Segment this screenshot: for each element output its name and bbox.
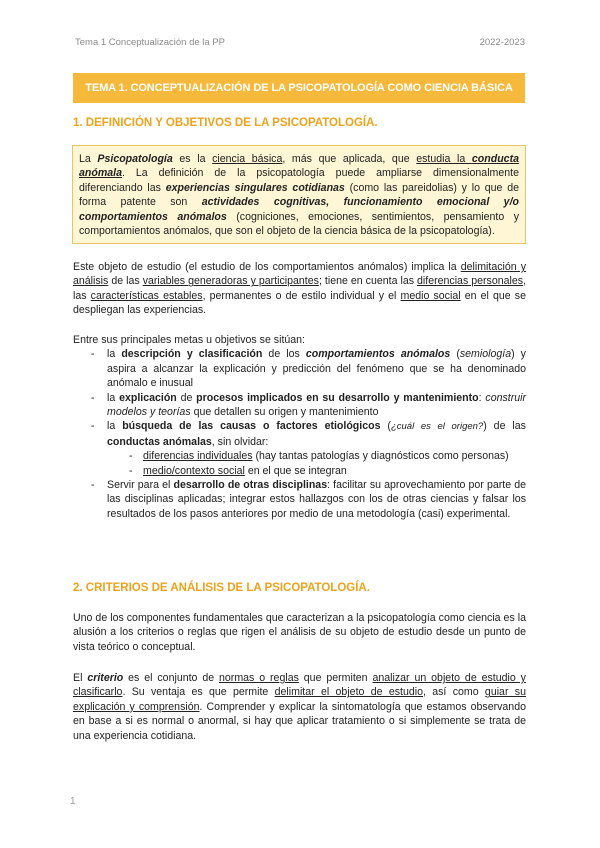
text-underlined: delimitación y análisis [73, 261, 526, 288]
list-item [73, 449, 526, 463]
header-right: 2022-2023 [479, 37, 525, 48]
text-bold-italic: comportamientos anómalos [305, 348, 451, 361]
text-underlined: diferencias individuales [143, 450, 253, 463]
text: , sin olvidar: [211, 435, 269, 448]
text: ) y aspira a alcanzar la explicación y predicción del fenómeno que se ha denominado anómalo e inusual [107, 348, 526, 390]
text-bold: descripción y clasificación [121, 348, 263, 361]
text: Este objeto de estudio (el estudio de los comportamientos anómalos) implica la [73, 261, 461, 273]
text: ; tiene en cuenta las [318, 275, 418, 288]
text-italic: ¿cuál es el origen? [390, 421, 484, 433]
page-number: 1 [70, 796, 76, 807]
text: la [107, 420, 123, 433]
term-ciencia-basica: ciencia básica [212, 153, 283, 165]
text: ( [380, 420, 391, 433]
text: que detallen su origen y mantenimiento [190, 406, 379, 419]
text: de [176, 391, 197, 404]
list-item [73, 464, 526, 478]
list-item [73, 391, 526, 420]
text: en el que se despliegan las experiencias. [73, 289, 526, 317]
goals-list [73, 347, 526, 521]
text: la [107, 391, 120, 404]
term-actividades: actividades cognitivas, funcionamiento emocional y/o comportamientos anómalos [79, 196, 519, 223]
header-left: Tema 1 Conceptualización de la PP [75, 37, 225, 48]
text: (como las pareidolias) y lo que de forma patente son [79, 181, 520, 209]
text-italic: construir modelos y teorías [107, 391, 527, 419]
text: . La definición de la psicopatología puede ampliarse dimensionalmente diferenciando las [79, 167, 519, 194]
text: Servir para el [107, 479, 174, 492]
text: ( [450, 348, 460, 361]
text-bold: búsqueda de las causas o factores etiológicos [122, 420, 381, 433]
text: El [73, 672, 88, 684]
text-underlined: delimitar el objeto de estudio [274, 686, 423, 699]
text-underlined: diferencias personales [417, 275, 524, 288]
paragraph-criteria-intro: Uno de los componentes fundamentales que caracterizan a la psicopatología como ciencia es la alusión a los criterios o reglas que rigen el análisis de su objeto de estudio desde un punto de vista teórico o conceptual. [73, 612, 526, 653]
text-underlined: variables generadoras y participantes [142, 275, 319, 288]
text-underlined: características estables [90, 289, 203, 302]
text: . Su ventaja es que permite [122, 686, 275, 699]
section-1-heading: 1. DEFINICIÓN Y OBJETIVOS DE LA PSICOPATOLOGÍA. [73, 117, 378, 129]
term-criterio: criterio [87, 672, 124, 684]
text-underlined: medio/contexto social [143, 464, 245, 477]
text-underlined: normas o reglas [219, 672, 299, 684]
text-bold: desarrollo de otras disciplinas [173, 479, 328, 492]
term-psicopatologia: Psicopatología [97, 153, 173, 165]
term-conducta-anomala: conducta anómala [79, 153, 519, 180]
goals-intro: Entre sus principales metas u objetivos se sitúan: [73, 334, 306, 346]
text-underlined: medio social [400, 289, 461, 302]
text: (hay tantas patologías y diagnósticos como personas) [252, 450, 509, 463]
text: . Comprender y explicar la sintomatología que estamos observando en base a si es normal o anormal, si hay que aplicar tratamiento o si simplemente se trata de una experiencia cotidiana. [73, 700, 526, 742]
text: La [79, 153, 98, 165]
chapter-title-banner: TEMA 1. CONCEPTUALIZACIÓN DE LA PSICOPATOLOGÍA COMO CIENCIA BÁSICA [73, 73, 525, 103]
list-item [73, 347, 526, 390]
term-experiencias: experiencias singulares cotidianas [165, 181, 345, 194]
text: es el conjunto de [123, 672, 220, 684]
paragraph-criterion-definition [73, 671, 526, 743]
text-underlined: estudia la [416, 153, 472, 165]
text: la [107, 348, 122, 361]
text-italic: semiología [459, 348, 512, 361]
text: (cogniciones, emociones, sentimientos, pensamiento y comportamientos anómalos, que son el objeto de la ciencia básica de la psicopatología). [79, 210, 520, 238]
text-bold: conductas anómalas [107, 435, 212, 448]
text: de las [108, 275, 143, 288]
text-underlined: guiar su explicación y comprensión [73, 686, 526, 713]
text: es la [172, 153, 213, 165]
text: que permiten [298, 672, 373, 684]
text: , permanentes o de estilo individual y el [202, 289, 401, 302]
goals-block [73, 333, 526, 521]
definition-box [72, 145, 526, 244]
text: en el que se integran [244, 464, 347, 477]
list-item [73, 419, 526, 478]
text: , así como [422, 686, 485, 699]
text: , más que aplicada, que [282, 153, 417, 165]
text-bold: procesos implicados en su desarrollo y mantenimiento [196, 391, 479, 404]
paragraph-object-study [73, 260, 526, 318]
text: : facilitar su aprovechamiento por parte de las disciplinas aplicadas; integrar estos hallazgos con los de otras ciencias y falsar los resultados de los pasos anteriores por medio de una metodología (casi) experimental. [107, 479, 527, 520]
section-2-heading: 2. CRITERIOS DE ANÁLISIS DE LA PSICOPATOLOGÍA. [73, 582, 370, 594]
text: : [478, 391, 486, 404]
text-underlined: analizar un objeto de estudio y clasificarlo [73, 672, 526, 699]
text: ) de las [483, 420, 526, 433]
text: de los [262, 348, 306, 361]
list-item [73, 478, 526, 521]
sub-list [73, 449, 526, 478]
text-bold: explicación [119, 391, 177, 404]
text: , las [73, 275, 527, 302]
